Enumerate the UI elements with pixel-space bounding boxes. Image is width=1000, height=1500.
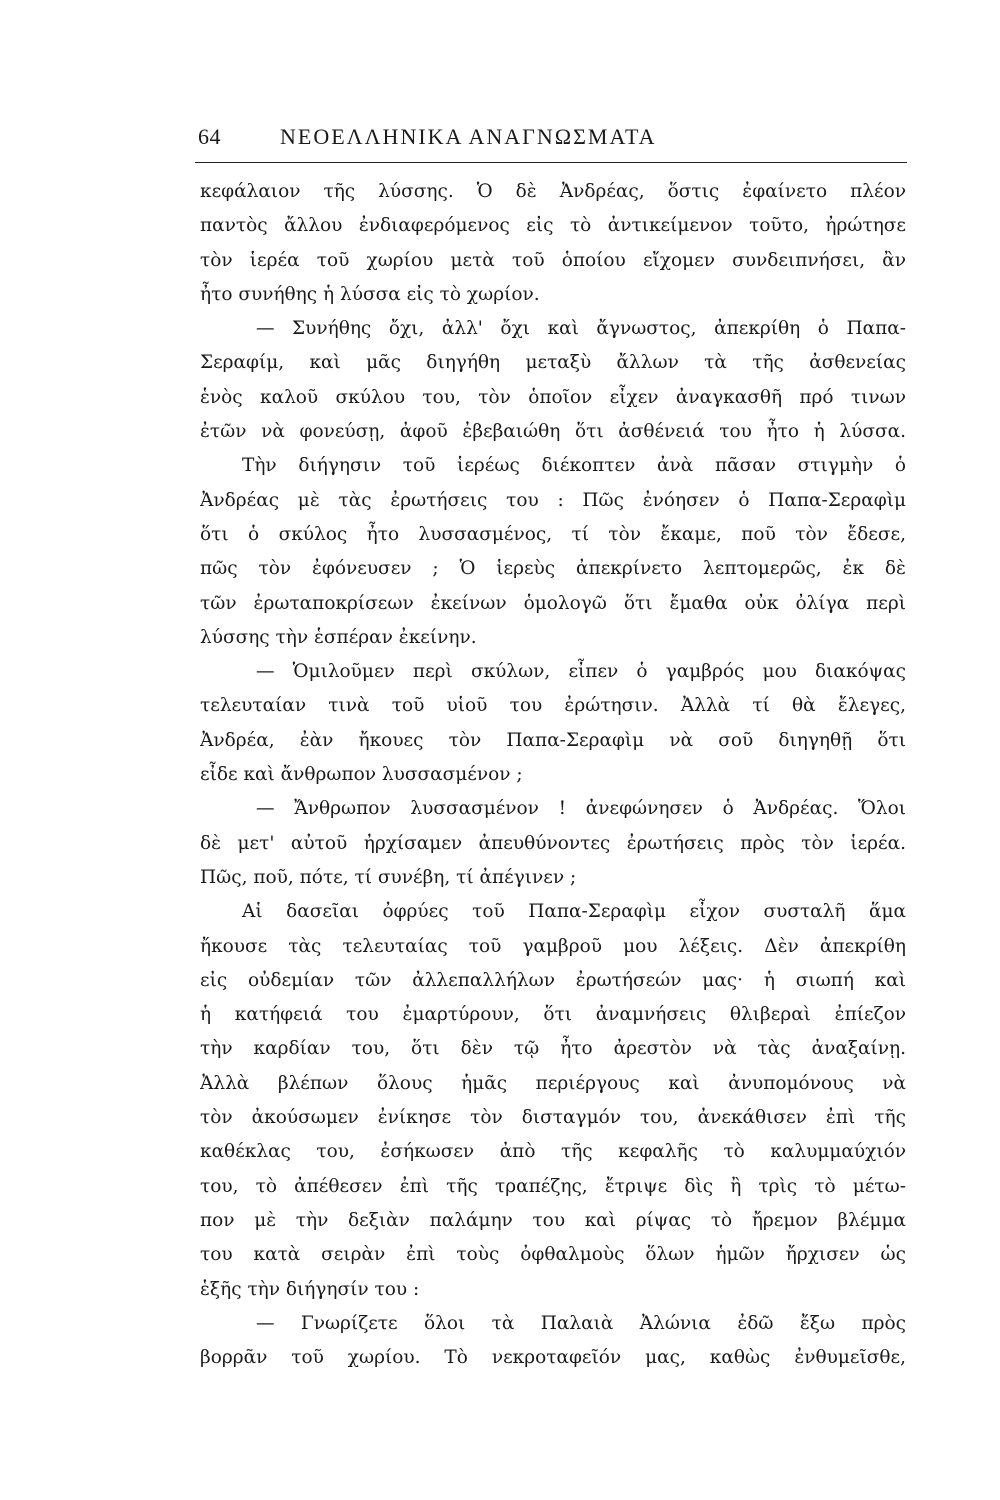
text-line: ἡ κατήφειά του ἐμαρτύρουν, ὅτι ἀναμνήσεις θλιβεραὶ ἐπίεζον: [200, 1004, 906, 1026]
text-line: εἶδε καὶ ἄνθρωπον λυσσασμένον ;: [200, 764, 523, 786]
text-line: ἐτῶν νὰ φονεύσῃ, ἀφοῦ ἐβεβαιώθη ὅτι ἀσθένειά του ἦτο ἡ λύσσα.: [200, 421, 906, 443]
text-line: λύσσης τὴν ἑσπέραν ἐκείνην.: [200, 626, 477, 648]
text-line: Ἀνδρέας μὲ τὰς ἐρωτήσεις του : Πῶς ἐνόησεν ὁ Παπα-Σεραφὶμ: [200, 489, 906, 511]
text-line: τὸν ἱερέα τοῦ χωρίου μετὰ τοῦ ὁποίου εἴχομεν συνδειπνήσει, ἂν: [200, 249, 906, 271]
text-line: καθέκλας του, ἐσήκωσεν ἀπὸ τῆς κεφαλῆς τὸ καλυμμαύχιόν: [200, 1141, 906, 1163]
text-line: τὸν ἀκούσωμεν ἐνίκησε τὸν δισταγμόν του, ἀνεκάθισεν ἐπὶ τῆς: [200, 1107, 906, 1129]
text-line: — Γνωρίζετε ὅλοι τὰ Παλαιὰ Ἀλώνια ἐδῶ ἔξω πρὸς: [256, 1312, 906, 1334]
text-line: Αἱ δασεῖαι ὀφρύες τοῦ Παπα-Σεραφὶμ εἶχον συσταλῆ ἅμα: [242, 901, 906, 923]
text-line: ἤκουσε τὰς τελευταίας τοῦ γαμβροῦ μου λέξεις. Δὲν ἀπεκρίθη: [200, 935, 906, 957]
text-line: Τὴν διήγησιν τοῦ ἱερέως διέκοπτεν ἀνὰ πᾶσαν στιγμὴν ὁ: [242, 455, 906, 477]
text-line: Ἀνδρέα, ἐὰν ἤκουες τὸν Παπα-Σεραφὶμ νὰ σοῦ διηγηθῇ ὅτι: [200, 729, 906, 751]
text-line: ἑξῆς τὴν διήγησίν του :: [200, 1278, 420, 1300]
text-line: — Συνήθης ὄχι, ἀλλ' ὄχι καὶ ἄγνωστος, ἀπεκρίθη ὁ Παπα-: [256, 318, 906, 340]
page-header: [198, 124, 906, 156]
text-line: παντὸς ἄλλου ἐνδιαφερόμενος εἰς τὸ ἀντικείμενον τοῦτο, ἠρώτησε: [200, 215, 906, 237]
text-line: του κατὰ σειρὰν ἐπὶ τοὺς ὀφθαλμοὺς ὅλων ἡμῶν ἤρχισεν ὡς: [200, 1244, 906, 1266]
text-line: του, τὸ ἀπέθεσεν ἐπὶ τῆς τραπέζης, ἔτριψε δὶς ἢ τρὶς τὸ μέτω-: [200, 1175, 906, 1197]
text-line: εἰς οὐδεμίαν τῶν ἀλλεπαλλήλων ἐρωτήσεών μας· ἡ σιωπή καὶ: [200, 969, 906, 991]
text-line: πῶς τὸν ἐφόνευσεν ; Ὁ ἱερεὺς ἀπεκρίνετο λεπτομερῶς, ἐκ δὲ: [200, 558, 906, 580]
text-line: κεφάλαιον τῆς λύσσης. Ὁ δὲ Ἀνδρέας, ὅστις ἐφαίνετο πλέον: [200, 181, 906, 202]
header-rule: [195, 162, 907, 163]
text-line: ἦτο συνήθης ἡ λύσσα εἰς τὸ χωρίον.: [200, 283, 540, 305]
text-line: Σεραφίμ, καὶ μᾶς διηγήθη μεταξὺ ἄλλων τὰ τῆς ἀσθενείας: [200, 352, 906, 374]
text-line: βορρᾶν τοῦ χωρίου. Τὸ νεκροταφεῖόν μας, καθὼς ἐνθυμεῖσθε,: [200, 1347, 906, 1369]
text-line: — Ἄνθρωπον λυσσασμένον ! ἀνεφώνησεν ὁ Ἀνδρέας. Ὅλοι: [256, 798, 906, 820]
text-line: Ἀλλὰ βλέπων ὅλους ἡμᾶς περιέργους καὶ ἀνυπομόνους νὰ: [200, 1072, 906, 1094]
text-line: — Ὁμιλοῦμεν περὶ σκύλων, εἶπεν ὁ γαμβρός μου διακόψας: [256, 661, 906, 683]
running-head: ΝΕΟΕΛΛΗΝΙΚΑ ΑΝΑΓΝΩΣΜΑΤΑ: [280, 124, 657, 149]
text-line: ὅτι ὁ σκύλος ἦτο λυσσασμένος, τί τὸν ἔκαμε, ποῦ τὸν ἔδεσε,: [200, 523, 906, 545]
text-line: τῶν ἐρωταποκρίσεων ἐκείνων ὁμολογῶ ὅτι ἔμαθα οὐκ ὀλίγα περὶ: [200, 592, 906, 614]
text-line: τελευταίαν τινὰ τοῦ υἱοῦ του ἐρώτησιν. Ἀλλὰ τί θὰ ἔλεγες,: [200, 695, 906, 717]
text-line: Πῶς, ποῦ, πότε, τί συνέβη, τί ἀπέγινεν ;: [200, 866, 577, 888]
text-line: πον μὲ τὴν δεξιὰν παλάμην του καὶ ρίψας τὸ ἤρεμον βλέμμα: [200, 1209, 906, 1231]
text-line: δὲ μετ' αὐτοῦ ἠρχίσαμεν ἀπευθύνοντες ἐρωτήσεις πρὸς τὸν ἱερέα.: [200, 832, 906, 854]
page-number: 64: [198, 124, 221, 149]
text-line: τὴν καρδίαν του, ὅτι δὲν τῷ ἦτο ἀρεστὸν νὰ τὰς ἀναξαίνῃ.: [200, 1038, 906, 1060]
text-line: ἑνὸς καλοῦ σκύλου του, τὸν ὁποῖον εἶχεν ἀναγκασθῆ πρό τινων: [200, 386, 906, 408]
body-text: [200, 175, 906, 1375]
